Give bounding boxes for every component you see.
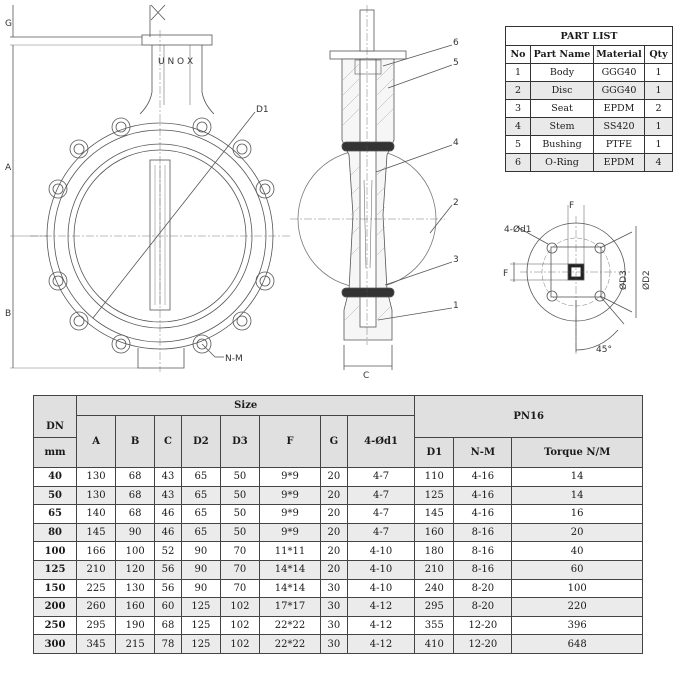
front-view — [10, 5, 290, 372]
spec-row — [34, 505, 643, 524]
spec-cell: 8-16 — [454, 542, 512, 561]
part-list-header: Qty — [645, 46, 673, 64]
part-list-cell: 5 — [506, 136, 531, 154]
spec-row — [34, 579, 643, 598]
spec-cell: 14*14 — [259, 579, 320, 598]
spec-cell: 4-7 — [347, 468, 415, 487]
spec-cell: 8-20 — [454, 579, 512, 598]
spec-cell: 20 — [321, 523, 348, 542]
spec-cell: 40 — [512, 542, 643, 561]
part-list-cell: 1 — [645, 64, 673, 82]
spec-cell: 20 — [321, 560, 348, 579]
spec-cell: 65 — [181, 523, 220, 542]
spec-cell: 11*11 — [259, 542, 320, 561]
valve-neck — [140, 45, 214, 114]
part-list-cell: Body — [531, 64, 594, 82]
spec-cell: 4-12 — [347, 598, 415, 617]
spec-cell: 130 — [77, 468, 116, 487]
size-column-header: F — [259, 416, 320, 468]
spec-cell: 4-10 — [347, 542, 415, 561]
spec-cell: 12-20 — [454, 616, 512, 635]
spec-cell: 4-10 — [347, 579, 415, 598]
spec-cell: 4-12 — [347, 635, 415, 654]
spec-cell: 78 — [155, 635, 182, 654]
dn-cell: 65 — [34, 505, 77, 524]
spec-cell: 68 — [116, 468, 155, 487]
spec-cell: 220 — [512, 598, 643, 617]
spec-cell: 56 — [155, 579, 182, 598]
spec-cell: 260 — [77, 598, 116, 617]
dim-label-c: C — [363, 371, 370, 381]
spec-cell: 102 — [220, 616, 259, 635]
spec-cell: 125 — [415, 486, 454, 505]
dn-cell: 80 — [34, 523, 77, 542]
spec-cell: 130 — [77, 486, 116, 505]
size-column-header: D3 — [220, 416, 259, 468]
size-column-header: 4-Ød1 — [347, 416, 415, 468]
spec-cell: 9*9 — [259, 468, 320, 487]
part-list-cell: Stem — [531, 118, 594, 136]
dn-cell: 40 — [34, 468, 77, 487]
callout-4: 4 — [453, 138, 459, 148]
spec-cell: 102 — [220, 598, 259, 617]
spec-cell: 240 — [415, 579, 454, 598]
spec-cell: 14 — [512, 468, 643, 487]
spec-cell: 140 — [77, 505, 116, 524]
spec-cell: 9*9 — [259, 505, 320, 524]
spec-cell: 345 — [77, 635, 116, 654]
spec-cell: 396 — [512, 616, 643, 635]
side-top-flange — [330, 51, 406, 59]
spec-row — [34, 635, 643, 654]
spec-cell: 8-16 — [454, 523, 512, 542]
part-list-row — [506, 82, 673, 100]
spec-row — [34, 523, 643, 542]
dim-label-d1: D1 — [256, 105, 269, 115]
part-list-cell: Bushing — [531, 136, 594, 154]
part-list-row — [506, 64, 673, 82]
spec-cell: 14 — [512, 486, 643, 505]
part-list-row — [506, 154, 673, 172]
part-list-cell: 4 — [506, 118, 531, 136]
spec-cell: 90 — [116, 523, 155, 542]
callout-3: 3 — [453, 255, 459, 265]
spec-cell: 65 — [181, 505, 220, 524]
spec-row — [34, 560, 643, 579]
spec-cell: 295 — [415, 598, 454, 617]
spec-cell: 30 — [321, 616, 348, 635]
dim-label-a: A — [5, 163, 12, 173]
spec-cell: 50 — [220, 523, 259, 542]
spec-cell: 60 — [512, 560, 643, 579]
spec-cell: 70 — [220, 560, 259, 579]
part-list-header: Part Name — [531, 46, 594, 64]
spec-cell: 4-7 — [347, 505, 415, 524]
top-flange — [142, 35, 212, 45]
spec-cell: 9*9 — [259, 523, 320, 542]
pn-column-header: N-M — [454, 438, 512, 468]
spec-cell: 46 — [155, 505, 182, 524]
spec-cell: 4-16 — [454, 505, 512, 524]
spec-cell: 210 — [415, 560, 454, 579]
spec-cell: 295 — [77, 616, 116, 635]
part-list-cell: 1 — [506, 64, 531, 82]
part-list-cell: PTFE — [594, 136, 645, 154]
part-list-header: No — [506, 46, 531, 64]
spec-cell: 50 — [220, 468, 259, 487]
spec-cell: 30 — [321, 635, 348, 654]
dimension-spec-table — [33, 395, 643, 654]
spec-cell: 14*14 — [259, 560, 320, 579]
dim-label-f-left: F — [503, 269, 509, 279]
part-list-cell: 1 — [645, 82, 673, 100]
spec-cell: 100 — [116, 542, 155, 561]
spec-cell: 70 — [220, 579, 259, 598]
spec-row — [34, 486, 643, 505]
spec-cell: 65 — [181, 486, 220, 505]
spec-cell: 190 — [116, 616, 155, 635]
part-list-cell: 1 — [645, 118, 673, 136]
dim-label-d3: ØD3 — [619, 270, 629, 290]
callout-2: 2 — [453, 198, 459, 208]
part-list-cell: O-Ring — [531, 154, 594, 172]
spec-cell: 22*22 — [259, 616, 320, 635]
spec-cell: 8-16 — [454, 560, 512, 579]
spec-cell: 166 — [77, 542, 116, 561]
spec-cell: 46 — [155, 523, 182, 542]
spec-cell: 210 — [77, 560, 116, 579]
spec-cell: 410 — [415, 635, 454, 654]
part-list-cell: EPDM — [594, 154, 645, 172]
dim-label-holes: 4-Ød1 — [504, 225, 532, 235]
spec-cell: 30 — [321, 579, 348, 598]
spec-cell: 180 — [415, 542, 454, 561]
part-list-cell: Seat — [531, 100, 594, 118]
spec-cell: 648 — [512, 635, 643, 654]
dim-label-nm: N-M — [225, 354, 243, 364]
mm-header: mm — [34, 438, 77, 468]
seat-upper — [342, 142, 394, 151]
spec-cell: 90 — [181, 579, 220, 598]
part-list-cell: GGG40 — [594, 82, 645, 100]
spec-cell: 20 — [321, 542, 348, 561]
part-list-cell: 4 — [645, 154, 673, 172]
spec-cell: 30 — [321, 598, 348, 617]
spec-cell: 8-20 — [454, 598, 512, 617]
part-list-cell: Disc — [531, 82, 594, 100]
spec-cell: 160 — [116, 598, 155, 617]
spec-cell: 52 — [155, 542, 182, 561]
part-list-title: PART LIST — [506, 27, 673, 46]
spec-cell: 125 — [181, 598, 220, 617]
spec-cell: 120 — [116, 560, 155, 579]
spec-cell: 56 — [155, 560, 182, 579]
dim-label-d2: ØD2 — [642, 270, 652, 290]
spec-cell: 20 — [321, 486, 348, 505]
size-column-header: D2 — [181, 416, 220, 468]
part-list-cell: 3 — [506, 100, 531, 118]
dn-cell: 125 — [34, 560, 77, 579]
spec-cell: 125 — [181, 616, 220, 635]
spec-cell: 16 — [512, 505, 643, 524]
part-list-row — [506, 100, 673, 118]
spec-row — [34, 616, 643, 635]
dn-cell: 250 — [34, 616, 77, 635]
spec-cell: 4-10 — [347, 560, 415, 579]
dim-label-angle: 45° — [596, 345, 612, 355]
header-spacer — [34, 396, 77, 416]
spec-cell: 102 — [220, 635, 259, 654]
part-list-cell: 2 — [506, 82, 531, 100]
dim-label-g: G — [5, 19, 12, 29]
spec-cell: 215 — [116, 635, 155, 654]
dn-cell: 300 — [34, 635, 77, 654]
spec-cell: 90 — [181, 560, 220, 579]
spec-cell: 50 — [220, 486, 259, 505]
callout-5: 5 — [453, 58, 459, 68]
callout-1: 1 — [453, 301, 459, 311]
pn-group-header: PN16 — [415, 396, 643, 438]
spec-cell: 60 — [155, 598, 182, 617]
dn-cell: 100 — [34, 542, 77, 561]
part-list-cell: EPDM — [594, 100, 645, 118]
spec-cell: 225 — [77, 579, 116, 598]
spec-row — [34, 542, 643, 561]
dim-label-b: B — [5, 309, 12, 319]
callout-6: 6 — [453, 38, 459, 48]
part-list-cell: GGG40 — [594, 64, 645, 82]
pn-column-header: Torque N/M — [512, 438, 643, 468]
size-column-header: C — [155, 416, 182, 468]
spec-cell: 125 — [181, 635, 220, 654]
dn-cell: 150 — [34, 579, 77, 598]
part-list-table — [505, 26, 673, 172]
part-list-cell: 2 — [645, 100, 673, 118]
size-column-header: G — [321, 416, 348, 468]
spec-cell: 20 — [512, 523, 643, 542]
stem — [360, 59, 376, 327]
spec-cell: 160 — [415, 523, 454, 542]
spec-cell: 110 — [415, 468, 454, 487]
size-group-header: Size — [77, 396, 415, 416]
spec-cell: 4-7 — [347, 523, 415, 542]
body-stamp: U N O X — [158, 57, 194, 67]
size-column-header: A — [77, 416, 116, 468]
part-list-row — [506, 118, 673, 136]
spec-cell: 20 — [321, 468, 348, 487]
dn-cell: 50 — [34, 486, 77, 505]
spec-cell: 68 — [116, 505, 155, 524]
side-section-view — [290, 5, 452, 370]
spec-cell: 130 — [116, 579, 155, 598]
spec-row — [34, 468, 643, 487]
part-list-cell: 1 — [645, 136, 673, 154]
spec-cell: 145 — [415, 505, 454, 524]
pn-column-header: D1 — [415, 438, 454, 468]
spec-cell: 100 — [512, 579, 643, 598]
part-list-header: Material — [594, 46, 645, 64]
spec-cell: 43 — [155, 486, 182, 505]
spec-cell: 68 — [155, 616, 182, 635]
spec-cell: 70 — [220, 542, 259, 561]
spec-cell: 9*9 — [259, 486, 320, 505]
size-column-header: B — [116, 416, 155, 468]
spec-cell: 355 — [415, 616, 454, 635]
spec-cell: 20 — [321, 505, 348, 524]
spec-cell: 145 — [77, 523, 116, 542]
spec-cell: 68 — [116, 486, 155, 505]
spec-cell: 4-16 — [454, 468, 512, 487]
part-list-cell: SS420 — [594, 118, 645, 136]
seat-lower — [342, 288, 394, 297]
part-list-cell: 6 — [506, 154, 531, 172]
spec-cell: 4-12 — [347, 616, 415, 635]
spec-cell: 90 — [181, 542, 220, 561]
dim-label-f-top: F — [569, 201, 575, 211]
spec-cell: 43 — [155, 468, 182, 487]
spec-cell: 4-7 — [347, 486, 415, 505]
spec-cell: 4-16 — [454, 486, 512, 505]
part-list-row — [506, 136, 673, 154]
spec-cell: 50 — [220, 505, 259, 524]
spec-cell: 65 — [181, 468, 220, 487]
spec-cell: 12-20 — [454, 635, 512, 654]
spec-row — [34, 598, 643, 617]
spec-cell: 17*17 — [259, 598, 320, 617]
spec-cell: 22*22 — [259, 635, 320, 654]
dn-header: DN — [34, 416, 77, 438]
dn-cell: 200 — [34, 598, 77, 617]
